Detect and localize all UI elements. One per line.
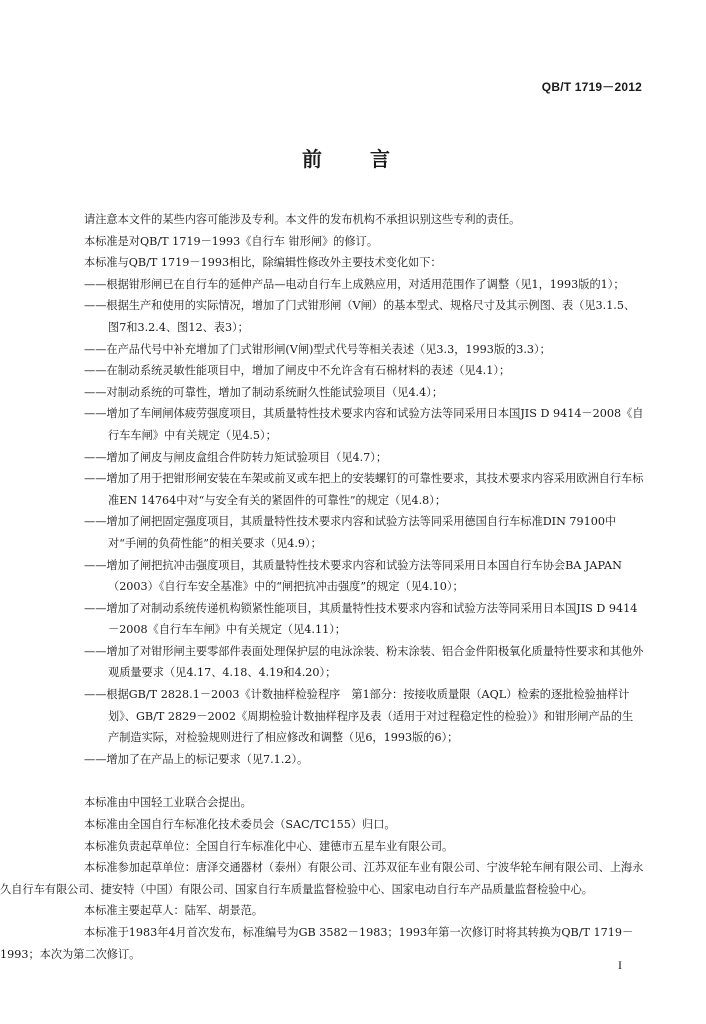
drafter-paragraph: 本标准负责起草单位：全国自行车标准化中心、建德市五星车业有限公司。: [84, 839, 454, 853]
change-item: ——根据生产和使用的实际情况，增加了门式钳形闸（V闸）的基本型式、规格尺寸及其示例图、表（见3.1.5、图7和3.2.4、图12、表3）；: [84, 299, 636, 334]
patent-notice: 请注意本文件的某些内容可能涉及专利。本文件的发布机构不承担识别这些专利的责任。: [84, 213, 521, 226]
change-item: ——根据GB/T 2828.1－2003《计数抽样检验程序 第1部分：按接收质量限（AQL）检索的逐批检验抽样计划》、GB/T 2829－2002《周期检验计数抽样程序及表（适用于对过程稳定性的检验）》和钳形闸产品的生产制造实际，对检验规则进行了相应修改和调整（见6，1993版的6）；: [84, 688, 634, 745]
authors-paragraph: 本标准主要起草人：陆军、胡景范。: [84, 904, 264, 918]
change-item: ——增加了车闸闸体疲劳强度项目，其质量特性技术要求内容和试验方法等同采用日本国JIS D 9414－2008《自行车车闸》中有关规定（见4.5）；: [84, 407, 644, 442]
change-item: ——增加了闸皮与闸皮盒组合件防转力矩试验项目（见4.7）；: [84, 450, 388, 464]
change-item: ——增加了闸把抗冲击强度项目，其质量特性技术要求内容和试验方法等同采用日本国自行车协会BA JAPAN（2003）《自行车安全基准》中的“闸把抗冲击强度”的规定（见4.10）；: [84, 558, 622, 594]
change-item: ——对制动系统的可靠性，增加了制动系统耐久性能试验项目（见4.4）；: [84, 385, 444, 399]
committee-paragraph: 本标准由全国自行车标准化技术委员会（SAC/TC155）归口。: [84, 818, 396, 832]
page-title: 前 言: [302, 147, 404, 171]
page-number: I: [618, 958, 622, 972]
participants-paragraph: 本标准参加起草单位：唐泽交通器材（泰州）有限公司、江苏双征车业有限公司、宁波华轮车闸有限公司、上海永久自行车有限公司、捷安特（中国）有限公司、国家自行车质量监督检验中心、国家电动自行车产品质量监督检验中心。: [0, 861, 644, 896]
change-item: ——增加了对钳形闸主要零部件表面处理保护层的电泳涂装、粉末涂装、铝合金件阳极氧化质量特性要求和其他外观质量要求（见4.17、4.18、4.19和4.20）；: [84, 644, 644, 680]
section-gap: [84, 770, 644, 792]
history-paragraph: 本标准于1983年4月首次发布，标准编号为GB 3582－1983；1993年第一次修订时将其转换为QB/T 1719－1993；本次为第二次修订。: [0, 926, 634, 961]
change-item: ——增加了用于把钳形闸安装在车架或前叉或车把上的安装螺钉的可靠性要求，其技术要求内容采用欧洲自行车标准EN 14764中对“与安全有关的紧固件的可靠性”的规定（见4.8）；: [84, 472, 644, 507]
change-item: ——增加了闸把固定强度项目，其质量特性技术要求内容和试验方法等同采用德国自行车标准DIN 79100中对“手闸的负荷性能”的相关要求（见4.9）；: [84, 515, 617, 550]
change-item: ——增加了在产品上的标记要求（见7.1.2）。: [84, 752, 309, 766]
change-item: ——增加了对制动系统传递机构锁紧性能项目，其质量特性技术要求内容和试验方法等同采用日本国JIS D 9414－2008《自行车车闸》中有关规定（见4.11）；: [84, 601, 638, 637]
changes-intro: 本标准与QB/T 1719－1993相比，除编辑性修改外主要技术变化如下：: [84, 256, 442, 270]
change-item: ——在制动系统灵敏性能项目中，增加了闸皮中不允许含有石棉材料的表述（见4.1）；: [84, 364, 511, 378]
document-body: [0, 209, 644, 965]
proposer-paragraph: 本标准由中国轻工业联合会提出。: [84, 796, 252, 810]
standard-code: QB/T 1719－2012: [541, 80, 642, 94]
change-item: ——根据钳形闸已在自行车的延伸产品—电动自行车上成熟应用，对适用范围作了调整（见1，1993版的1）；: [84, 277, 625, 291]
revision-statement: 本标准是对QB/T 1719－1993《自行车 钳形闸》的修订。: [84, 234, 379, 248]
change-item: ——在产品代号中补充增加了门式钳形闸(V闸)型式代号等相关表述（见3.3，1993版的3.3）；: [84, 342, 551, 356]
